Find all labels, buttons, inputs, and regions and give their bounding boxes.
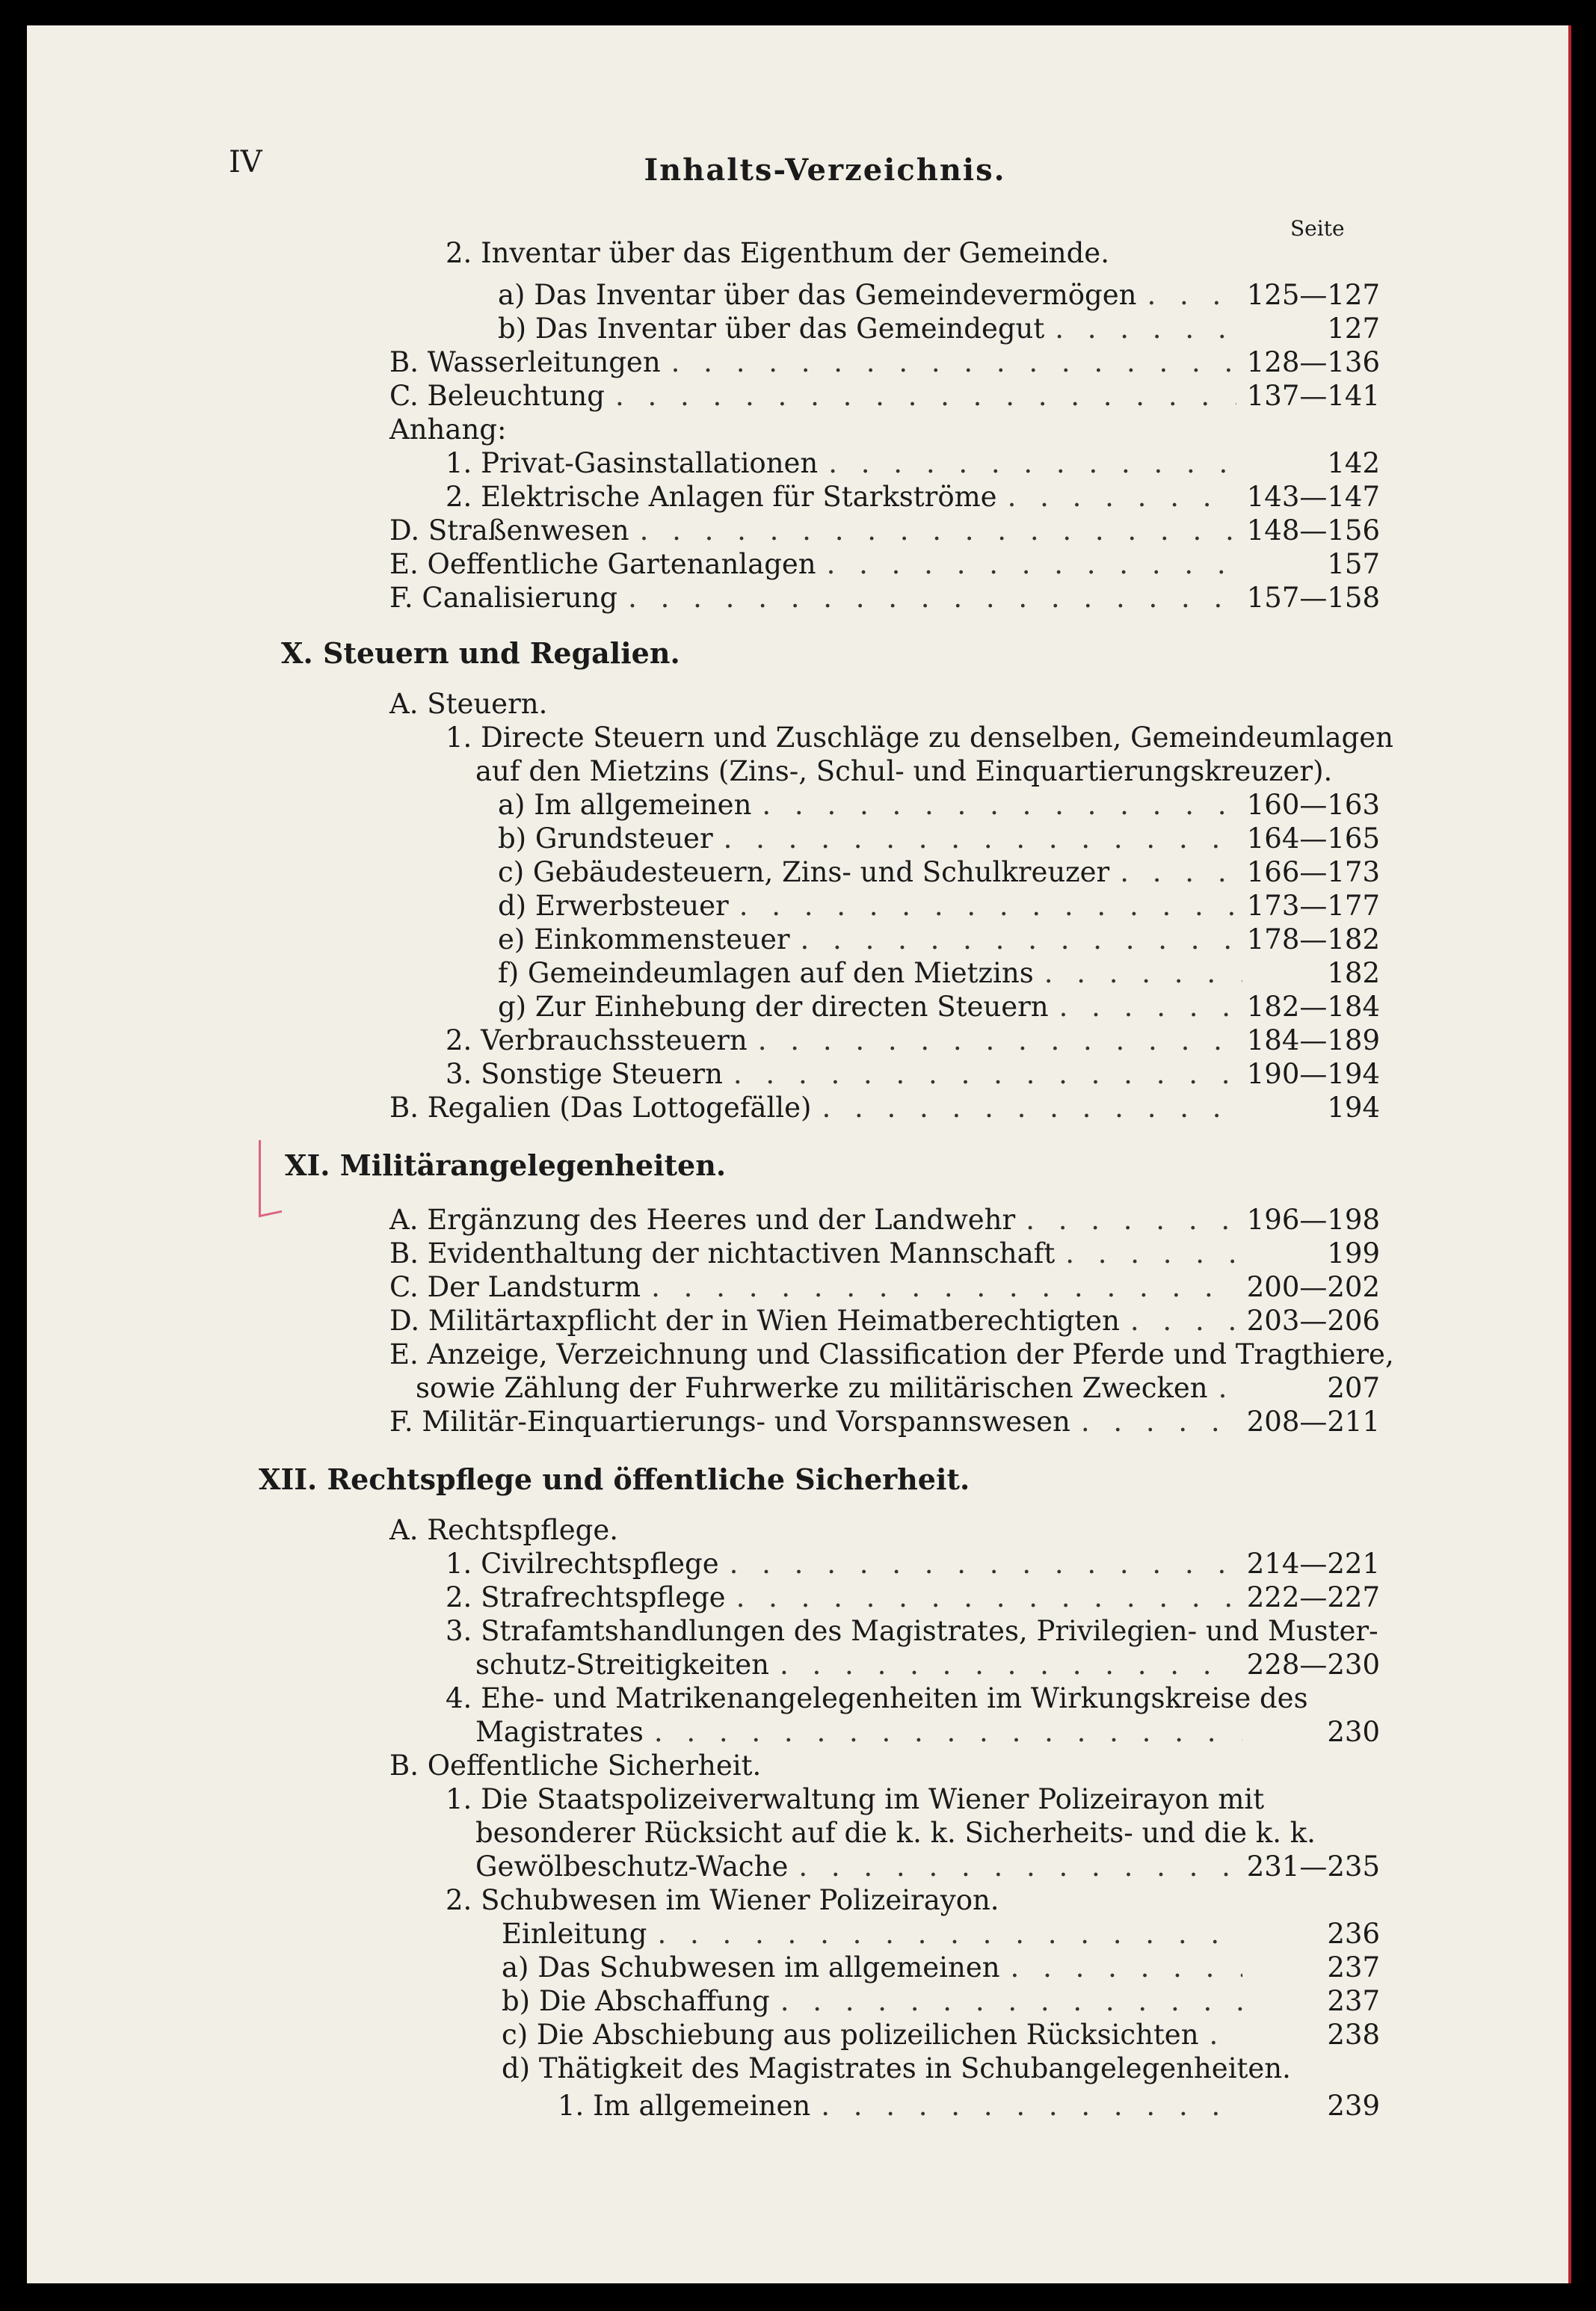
toc-text: 1. Directe Steuern und Zuschläge zu denselben, Gemeindeumlagen [446, 721, 1393, 754]
toc-text: auf den Mietzins (Zins-, Schul- und Einquartierungskreuzer). [475, 755, 1333, 787]
toc-text: E. Anzeige, Verzeichnung und Classification der Pferde und Tragthiere, [389, 1338, 1394, 1370]
toc-entry: a) Das Inventar über das Gemeindevermögen . . . 125—127 [498, 278, 1380, 313]
toc-heading: d) Thätigkeit des Magistrates in Schubangelegenheiten. [502, 2052, 1291, 2084]
toc-text: besonderer Rücksicht auf die k. k. Sicherheits- und die k. k. [475, 1817, 1316, 1849]
toc-entry: F. Militär-Einquartierungs- und Vorspannswesen . . . 208—211 [389, 1405, 1380, 1439]
toc-entry: b) Die Abschaffung . . . 237 [502, 1984, 1380, 2019]
toc-heading: 2. Schubwesen im Wiener Polizeirayon. [446, 1884, 999, 1916]
toc-entry: B. Wasserleitungen . . . 128—136 [389, 345, 1380, 380]
toc-text: 1. Die Staatspolizeiverwaltung im Wiener Polizeirayon mit [446, 1783, 1265, 1815]
red-pencil-mark [259, 1136, 282, 1218]
toc-entry: c) Die Abschiebung aus polizeilichen Rücksichten . . . 238 [502, 2018, 1380, 2052]
toc-entry: 2. Verbrauchssteuern . . . 184—189 [446, 1024, 1380, 1058]
toc-entry: f) Gemeindeumlagen auf den Mietzins . . . 182 [498, 956, 1380, 991]
toc-entry: g) Zur Einhebung der directen Steuern . . . 182—184 [498, 990, 1380, 1024]
toc-entry: 1. Civilrechtspflege . . . 214—221 [446, 1547, 1380, 1581]
toc-heading: B. Oeffentliche Sicherheit. [389, 1750, 762, 1782]
section-title: XI. Militärangelegenheiten. [285, 1148, 727, 1182]
toc-entry: 2. Strafrechtspflege . . . 222—227 [446, 1581, 1380, 1615]
toc-entry: Magistrates . . . 230 [475, 1715, 1380, 1750]
running-header: Inhalts-Verzeichnis. [644, 153, 1006, 188]
toc-entry: C. Beleuchtung . . . 137—141 [389, 379, 1380, 413]
document-page [27, 25, 1571, 2283]
toc-entry: D. Militärtaxpflicht der in Wien Heimatberechtigten . . . 203—206 [389, 1304, 1380, 1338]
toc-heading: 2. Inventar über das Eigenthum der Gemeinde. [446, 237, 1109, 269]
toc-entry: B. Regalien (Das Lottogefälle) . . . 194 [389, 1091, 1380, 1125]
toc-entry: d) Erwerbsteuer . . . 173—177 [498, 889, 1380, 923]
toc-entry: B. Evidenthaltung der nichtactiven Mannschaft . . . 199 [389, 1237, 1380, 1271]
toc-entry: b) Das Inventar über das Gemeindegut . . . 127 [498, 312, 1380, 346]
toc-entry: Gewölbeschutz-Wache . . . 231—235 [475, 1850, 1380, 1884]
section-title: X. Steuern und Regalien. [281, 636, 680, 670]
toc-entry: 1. Privat-Gasinstallationen . . . 142 [446, 446, 1380, 481]
toc-text: 3. Strafamtshandlungen des Magistrates, Privilegien- und Muster- [446, 1615, 1378, 1647]
toc-entry: A. Ergänzung des Heeres und der Landwehr . . . 196—198 [389, 1203, 1380, 1237]
toc-entry: a) Das Schubwesen im allgemeinen . . . 237 [502, 1951, 1380, 1985]
toc-entry: 3. Sonstige Steuern . . . 190—194 [446, 1057, 1380, 1092]
toc-entry: sowie Zählung der Fuhrwerke zu militärischen Zwecken . . . 207 [416, 1371, 1380, 1406]
page-number: IV [229, 145, 262, 179]
toc-text: 4. Ehe- und Matrikenangelegenheiten im Wirkungskreise des [446, 1682, 1308, 1714]
toc-entry: C. Der Landsturm . . . 200—202 [389, 1270, 1380, 1305]
toc-entry: E. Oeffentliche Gartenanlagen . . . 157 [389, 547, 1380, 582]
toc-entry: 2. Elektrische Anlagen für Starkströme . . . 143—147 [446, 480, 1380, 514]
toc-entry: 1. Im allgemeinen . . . 239 [558, 2089, 1380, 2123]
seite-label: Seite [1290, 216, 1345, 241]
toc-entry: a) Im allgemeinen . . . 160—163 [498, 788, 1380, 822]
toc-entry: c) Gebäudesteuern, Zins- und Schulkreuzer . . . 166—173 [498, 855, 1380, 890]
toc-entry: F. Canalisierung . . . 157—158 [389, 581, 1380, 615]
toc-entry: Einleitung . . . 236 [502, 1917, 1380, 1951]
toc-entry: b) Grundsteuer . . . 164—165 [498, 822, 1380, 856]
toc-heading: A. Rechtspflege. [389, 1514, 619, 1546]
toc-entry: e) Einkommensteuer . . . 178—182 [498, 923, 1380, 957]
toc-entry: schutz-Streitigkeiten . . . 228—230 [475, 1648, 1380, 1682]
toc-entry: D. Straßenwesen . . . 148—156 [389, 514, 1380, 548]
toc-heading: A. Steuern. [389, 688, 548, 720]
section-title: XII. Rechtspflege und öffentliche Sicherheit. [259, 1462, 970, 1496]
toc-heading: Anhang: [389, 413, 507, 446]
